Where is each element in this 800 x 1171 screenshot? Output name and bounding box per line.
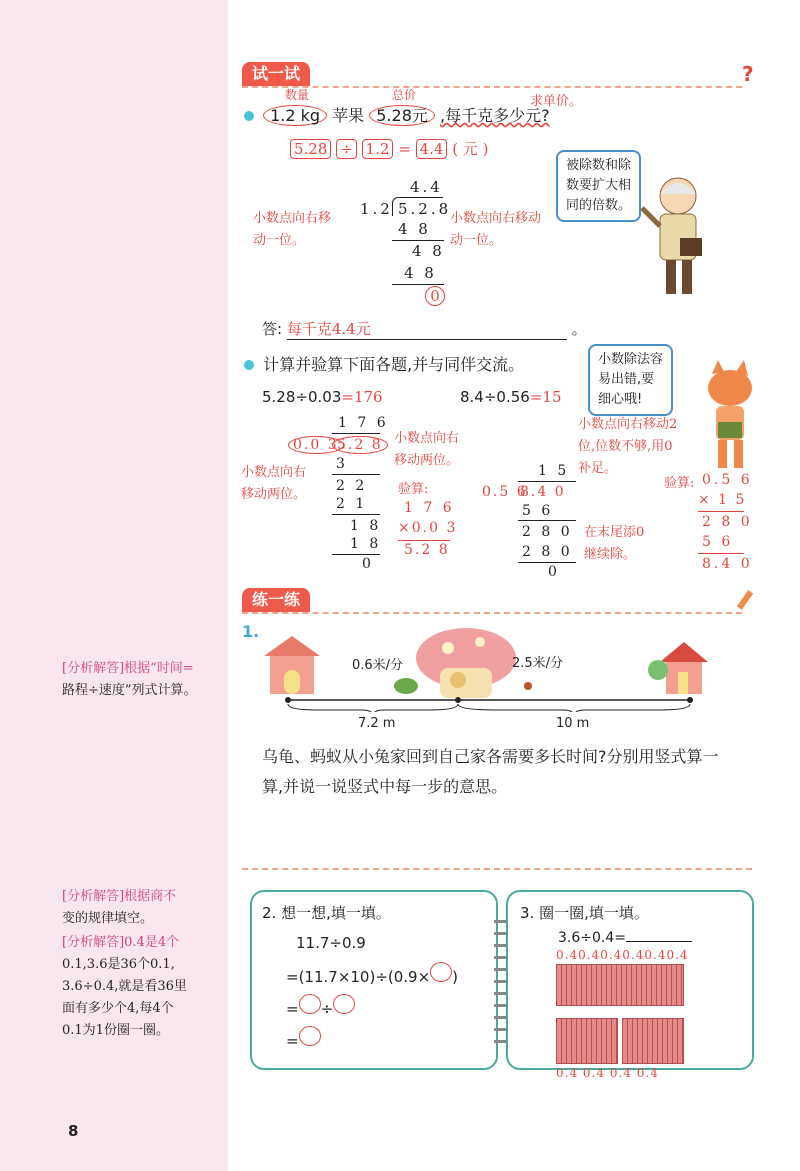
practice2-line3: = ÷ bbox=[286, 994, 355, 1018]
notebook-binding bbox=[494, 920, 506, 1050]
teacher-illustration bbox=[630, 168, 710, 303]
speed-ant: 2.5米/分 bbox=[512, 656, 564, 671]
practice3-expr: 3.6÷0.4= bbox=[558, 930, 692, 946]
distance-left: 7.2 m bbox=[358, 716, 396, 731]
div-a-divisor: 0.0 3 bbox=[288, 436, 344, 454]
bottom-labels: 0.4 0.4 0.4 0.4 bbox=[556, 1066, 659, 1080]
check-b-line4: 8.4 0 bbox=[702, 556, 753, 572]
annotation-unit-price: 求单价。 bbox=[530, 94, 583, 109]
div-a-line0: 3 bbox=[336, 456, 348, 472]
check-line bbox=[698, 511, 744, 512]
bullet-icon bbox=[244, 111, 254, 121]
eq-result: 4.4 bbox=[416, 139, 448, 159]
div-b-dividend: 8.4 0 bbox=[520, 484, 566, 500]
practice2-line2: =(11.7×10)÷(0.9× ) bbox=[286, 962, 458, 986]
eq-total: 5.28 bbox=[290, 139, 331, 159]
question-ask: ,每千克多少元? bbox=[439, 106, 550, 125]
div1-remainder: 0 bbox=[425, 286, 445, 306]
sidebar-note-1: [分析解答]根据“时间= 路程÷速度”列式计算。 bbox=[62, 661, 197, 698]
sidebar-note-3: [分析解答]0.4是4个 0.1,3.6是36个0.1, 3.6÷0.4,就是看36里 面有多少个4,每4个 0.1为1份圈一圈。 bbox=[62, 935, 187, 1038]
check-b-line0: 0.5 6 bbox=[702, 472, 753, 488]
practice1-number: 1. bbox=[242, 622, 260, 641]
problem2-prompt bbox=[244, 352, 524, 375]
total-circled: 5.28元 bbox=[369, 105, 435, 126]
pencil-icon bbox=[737, 590, 753, 610]
div-a-line5: 0 bbox=[362, 556, 371, 572]
div-line bbox=[332, 433, 380, 434]
section-tab-try: 试一试 bbox=[242, 62, 310, 86]
div-line bbox=[392, 284, 444, 285]
check-line bbox=[398, 540, 450, 541]
note-move-one-left: 小数点向右移 动一位。 bbox=[253, 211, 332, 248]
check-b-line1: × 1 5 bbox=[698, 492, 747, 508]
check-b-label: 验算: bbox=[664, 476, 695, 491]
note-move-one-right: 小数点向右移动 动一位。 bbox=[450, 211, 542, 248]
div-b-line3: 0 bbox=[548, 564, 557, 580]
problem1-equation bbox=[290, 138, 488, 159]
annotation-quantity: 数量 bbox=[285, 88, 310, 102]
check-a-line0: 1 7 6 bbox=[404, 500, 455, 516]
blank-circle[interactable] bbox=[299, 994, 321, 1014]
div-a-line2: 2 1 bbox=[336, 496, 368, 512]
practice2-title: 2. 想一想,填一填。 bbox=[262, 904, 391, 922]
section-divider bbox=[242, 86, 742, 88]
quantity-circled: 1.2 kg bbox=[263, 105, 327, 126]
question-line: 乌龟、蚂蚁从小兔家回到自己家各需要多长时间?分别用竖式算一 bbox=[262, 747, 719, 766]
div-a-line3: 1 8 bbox=[350, 518, 382, 534]
div-line bbox=[392, 240, 444, 241]
eq-equals: = bbox=[398, 140, 411, 158]
practice2-line1: 11.7÷0.9 bbox=[296, 934, 366, 952]
question-item: 苹果 bbox=[332, 106, 365, 125]
div-b-quotient: 1 5 bbox=[538, 463, 570, 479]
div-a-line1: 2 2 bbox=[336, 478, 368, 494]
speed-turtle: 0.6米/分 bbox=[352, 658, 404, 673]
question-mark-icon: ? bbox=[742, 62, 754, 86]
check-a-label: 验算: bbox=[398, 482, 429, 497]
expr-b: 8.4÷0.56=15 bbox=[460, 388, 562, 406]
div1-step1: 4 8 bbox=[398, 220, 431, 238]
div-b-line2: 2 8 0 bbox=[522, 544, 573, 560]
eq-divide: ÷ bbox=[336, 139, 357, 159]
div-line bbox=[332, 554, 380, 555]
practice3-card bbox=[506, 890, 754, 1070]
div-b-divisor: 0.5 6 bbox=[482, 484, 528, 500]
bullet-icon bbox=[244, 360, 254, 370]
journey-illustration bbox=[258, 622, 718, 712]
practice1-question bbox=[262, 742, 719, 802]
check-a-line2: 5.2 8 bbox=[404, 542, 450, 558]
section-tab-practice: 练一练 bbox=[242, 588, 310, 612]
teacher-speech-bubble: 被除数和除 数要扩大相 同的倍数。 bbox=[556, 150, 641, 222]
blank-circle[interactable] bbox=[333, 994, 355, 1014]
blank-circle[interactable] bbox=[430, 962, 452, 982]
practice3-title: 3. 圈一圈,填一填。 bbox=[520, 904, 649, 922]
expr-b-result: =15 bbox=[529, 388, 562, 406]
div-a-dividend: 5.2 8 bbox=[332, 436, 388, 454]
eq-quantity: 1.2 bbox=[362, 139, 394, 159]
problem1-answer: 答: 每千克4.4元 。 bbox=[262, 320, 587, 338]
practice2-card bbox=[250, 890, 498, 1070]
expr-a: 5.28÷0.03=176 bbox=[262, 388, 383, 406]
div1-divisor: 1.2 bbox=[360, 200, 393, 218]
check-b-line2: 2 8 0 bbox=[702, 514, 753, 530]
div-line bbox=[518, 481, 576, 482]
bar-block bbox=[622, 1018, 684, 1064]
annotation-total: 总价 bbox=[392, 88, 417, 102]
div1-dividend: 5.2.8 bbox=[398, 200, 452, 218]
blank-circle[interactable] bbox=[299, 1026, 321, 1046]
page-number: 8 bbox=[68, 1122, 79, 1140]
div-a-line4: 1 8 bbox=[350, 536, 382, 552]
question-line: 算,并说一说竖式中每一步的意思。 bbox=[262, 777, 508, 796]
div-line bbox=[332, 514, 380, 515]
div-b-line1: 2 8 0 bbox=[522, 524, 573, 540]
note-b-top: 小数点向右移动2 位,位数不够,用0 补足。 bbox=[578, 417, 678, 476]
problem1-question bbox=[244, 104, 550, 128]
div-line bbox=[332, 474, 380, 475]
div-b-line0: 5 6 bbox=[522, 503, 554, 519]
fox-speech-bubble: 小数除法容 易出错,要 细心哦! bbox=[588, 344, 673, 416]
note-a-right: 小数点向右 移动两位。 bbox=[394, 431, 460, 468]
expr-a-result: =176 bbox=[341, 388, 383, 406]
fox-illustration bbox=[690, 360, 762, 475]
problem2-text: 计算并验算下面各题,并与同伴交流。 bbox=[263, 355, 525, 374]
note-b-zero: 在末尾添0 继续除。 bbox=[584, 525, 645, 562]
note-a-left: 小数点向右 移动两位。 bbox=[241, 465, 307, 502]
check-b-line3: 5 6 bbox=[702, 534, 734, 550]
eq-unit: ( 元 ) bbox=[452, 140, 489, 158]
section-divider bbox=[242, 612, 742, 614]
div-line bbox=[518, 562, 576, 563]
bar-row-top bbox=[556, 964, 684, 1006]
section-divider bbox=[242, 868, 752, 870]
div1-step3: 4 8 bbox=[404, 264, 437, 282]
check-a-line1: ×0.0 3 bbox=[398, 520, 458, 536]
distance-right: 10 m bbox=[556, 716, 590, 731]
div-line bbox=[518, 520, 576, 521]
bar-block bbox=[556, 1018, 618, 1064]
check-line bbox=[698, 553, 744, 554]
practice2-line4: = bbox=[286, 1026, 321, 1050]
div1-step2: 4 8 bbox=[412, 242, 445, 260]
div1-quotient: 4.4 bbox=[410, 178, 443, 196]
top-labels: 0.40.40.40.40.40.4 bbox=[556, 948, 689, 962]
div-a-quotient: 1 7 6 bbox=[338, 415, 389, 431]
answer-fill: 每千克4.4元 bbox=[287, 318, 567, 340]
sidebar-note-2: [分析解答]根据商不 变的规律填空。 bbox=[62, 889, 177, 926]
